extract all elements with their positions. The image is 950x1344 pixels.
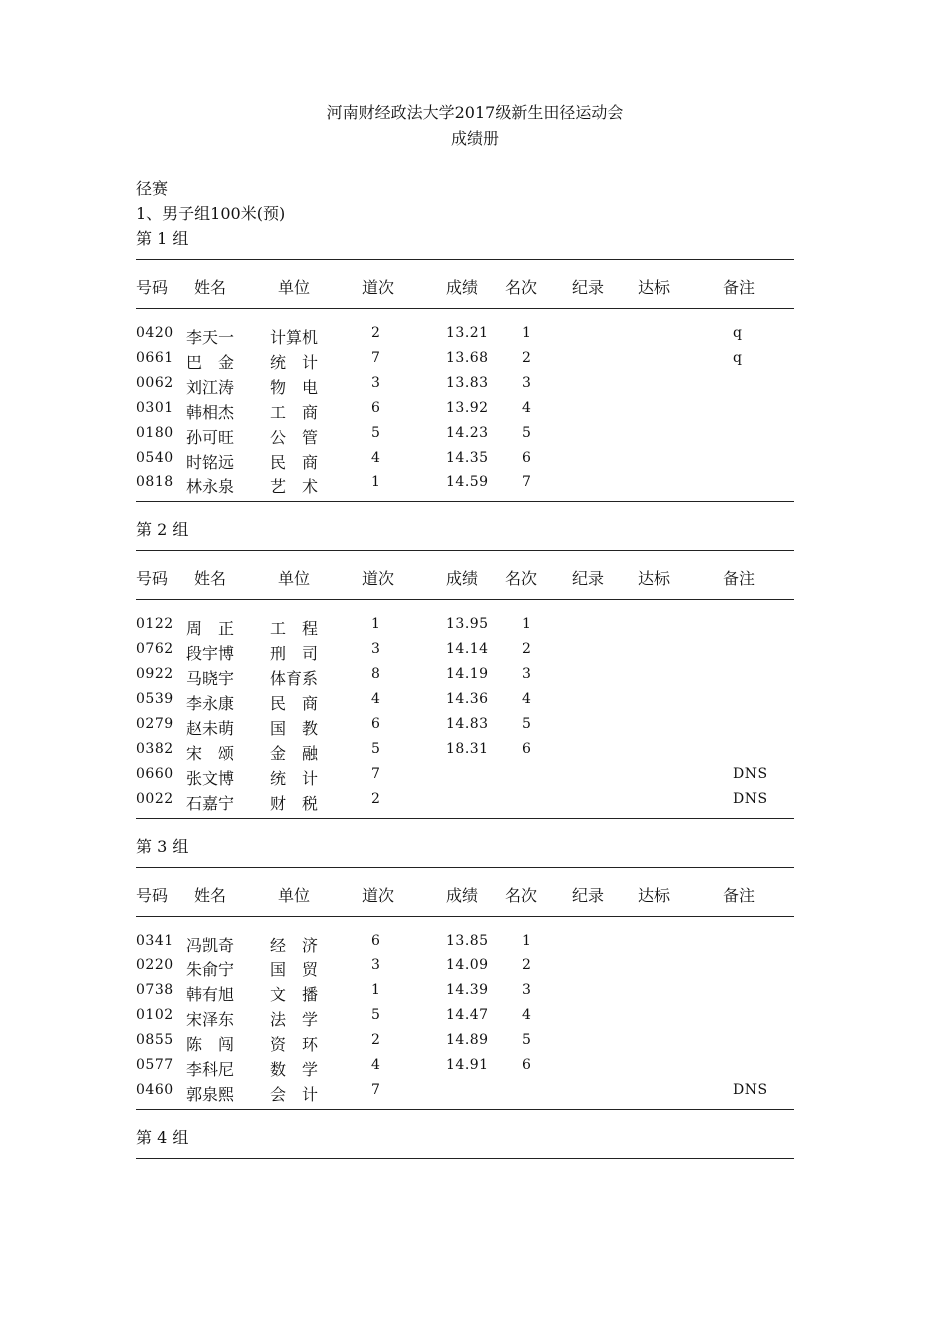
divider-line bbox=[136, 599, 794, 600]
cell-rank: 4 bbox=[522, 691, 532, 707]
cell-rank: 6 bbox=[522, 1057, 532, 1073]
column-header-unit: 单位 bbox=[278, 885, 311, 905]
cell-name: 李科尼 bbox=[186, 1060, 235, 1079]
cell-name: 冯凯奇 bbox=[186, 935, 235, 955]
column-header-lane: 道次 bbox=[362, 885, 395, 905]
cell-lane: 5 bbox=[371, 424, 381, 441]
cell-rank: 2 bbox=[522, 349, 532, 366]
cell-name: 韩相杰 bbox=[186, 402, 235, 422]
cell-rank: 5 bbox=[522, 1032, 532, 1049]
cell-unit: 会 计 bbox=[270, 1084, 319, 1104]
cell-lane: 2 bbox=[371, 325, 381, 341]
cell-no: 0301 bbox=[136, 399, 174, 416]
cell-result: 13.95 bbox=[446, 616, 489, 633]
cell-rank: 1 bbox=[522, 325, 532, 341]
cell-result: 18.31 bbox=[446, 740, 489, 757]
cell-lane: 6 bbox=[371, 399, 381, 416]
cell-lane: 3 bbox=[371, 374, 381, 391]
cell-no: 0539 bbox=[136, 691, 174, 707]
column-header-note: 备注 bbox=[723, 278, 756, 297]
cell-lane: 7 bbox=[371, 349, 381, 366]
cell-note: DNS bbox=[733, 790, 768, 807]
cell-name: 陈 闯 bbox=[186, 1035, 235, 1055]
cell-rank: 2 bbox=[522, 641, 532, 658]
cell-no: 0577 bbox=[136, 1057, 174, 1073]
column-header-name: 姓名 bbox=[194, 885, 227, 905]
cell-lane: 1 bbox=[371, 474, 381, 491]
cell-note: DNS bbox=[733, 765, 768, 782]
document-subtitle: 成绩册 bbox=[450, 129, 499, 148]
cell-lane: 4 bbox=[371, 1057, 381, 1073]
cell-unit: 文 播 bbox=[270, 985, 319, 1005]
document-title: 河南财经政法大学2017级新生田径运动会 bbox=[326, 103, 624, 122]
column-header-lane: 道次 bbox=[362, 569, 395, 589]
cell-name: 宋泽东 bbox=[186, 1010, 235, 1030]
cell-lane: 6 bbox=[371, 932, 381, 949]
cell-result: 13.85 bbox=[446, 932, 489, 949]
cell-no: 0661 bbox=[136, 349, 174, 366]
column-header-no: 号码 bbox=[136, 885, 169, 905]
cell-no: 0540 bbox=[136, 449, 174, 466]
group-label: 第 2 组 bbox=[136, 520, 189, 540]
cell-unit: 艺 术 bbox=[270, 477, 319, 497]
cell-note: q bbox=[733, 325, 743, 341]
column-header-result: 成绩 bbox=[446, 569, 479, 589]
cell-no: 0102 bbox=[136, 1007, 174, 1024]
cell-no: 0660 bbox=[136, 765, 174, 782]
cell-no: 0220 bbox=[136, 957, 174, 974]
divider-line bbox=[136, 550, 794, 551]
cell-name: 张文博 bbox=[186, 768, 235, 788]
cell-rank: 3 bbox=[522, 666, 532, 683]
cell-no: 0341 bbox=[136, 932, 174, 949]
cell-unit: 金 融 bbox=[270, 743, 319, 763]
column-header-name: 姓名 bbox=[194, 569, 227, 589]
column-header-note: 备注 bbox=[723, 569, 756, 589]
cell-name: 李永康 bbox=[186, 694, 235, 713]
cell-no: 0279 bbox=[136, 715, 174, 732]
cell-name: 巴 金 bbox=[186, 352, 235, 372]
cell-unit: 国 贸 bbox=[270, 960, 319, 980]
cell-no: 0922 bbox=[136, 666, 174, 683]
cell-lane: 4 bbox=[371, 691, 381, 707]
divider-line bbox=[136, 1109, 794, 1110]
cell-name: 赵未萌 bbox=[186, 718, 235, 738]
cell-name: 周 正 bbox=[186, 619, 235, 639]
cell-result: 14.36 bbox=[446, 691, 489, 707]
column-header-standard: 达标 bbox=[638, 569, 671, 589]
event-label: 1、男子组100米(预) bbox=[136, 204, 286, 223]
cell-unit: 统 计 bbox=[270, 768, 319, 788]
divider-line bbox=[136, 916, 794, 917]
cell-unit: 国 教 bbox=[270, 718, 319, 738]
cell-result: 14.23 bbox=[446, 424, 489, 441]
cell-unit: 工 商 bbox=[270, 402, 319, 422]
cell-no: 0855 bbox=[136, 1032, 174, 1049]
cell-no: 0738 bbox=[136, 982, 174, 999]
cell-lane: 2 bbox=[371, 790, 381, 807]
cell-name: 段宇博 bbox=[186, 644, 235, 664]
cell-lane: 1 bbox=[371, 982, 381, 999]
cell-lane: 5 bbox=[371, 740, 381, 757]
column-header-name: 姓名 bbox=[194, 278, 227, 297]
divider-line bbox=[136, 867, 794, 868]
cell-result: 14.19 bbox=[446, 666, 489, 683]
cell-lane: 2 bbox=[371, 1032, 381, 1049]
cell-name: 宋 颂 bbox=[186, 743, 235, 763]
cell-name: 马晓宇 bbox=[186, 669, 235, 689]
cell-result: 14.91 bbox=[446, 1057, 489, 1073]
cell-no: 0022 bbox=[136, 790, 174, 807]
column-header-unit: 单位 bbox=[278, 278, 311, 297]
cell-note: q bbox=[733, 349, 743, 366]
cell-name: 孙可旺 bbox=[186, 427, 235, 447]
cell-lane: 7 bbox=[371, 765, 381, 782]
cell-name: 林永泉 bbox=[186, 477, 235, 497]
cell-name: 郭泉熙 bbox=[186, 1084, 235, 1104]
cell-result: 13.68 bbox=[446, 349, 489, 366]
column-header-rank: 名次 bbox=[505, 278, 538, 297]
cell-name: 石嘉宁 bbox=[186, 793, 235, 813]
cell-unit: 体育系 bbox=[270, 669, 319, 689]
cell-unit: 资 环 bbox=[270, 1035, 319, 1055]
column-header-record: 纪录 bbox=[572, 278, 605, 297]
cell-rank: 5 bbox=[522, 715, 532, 732]
column-header-note: 备注 bbox=[723, 885, 756, 905]
cell-lane: 6 bbox=[371, 715, 381, 732]
cell-rank: 1 bbox=[522, 616, 532, 633]
cell-unit: 民 商 bbox=[270, 452, 319, 472]
cell-unit: 民 商 bbox=[270, 694, 319, 713]
cell-rank: 5 bbox=[522, 424, 532, 441]
column-header-no: 号码 bbox=[136, 278, 169, 297]
cell-lane: 4 bbox=[371, 449, 381, 466]
cell-unit: 财 税 bbox=[270, 793, 319, 813]
cell-rank: 7 bbox=[522, 474, 532, 491]
column-header-result: 成绩 bbox=[446, 885, 479, 905]
cell-unit: 公 管 bbox=[270, 427, 319, 447]
cell-no: 0762 bbox=[136, 641, 174, 658]
cell-result: 14.59 bbox=[446, 474, 489, 491]
cell-rank: 2 bbox=[522, 957, 532, 974]
cell-unit: 刑 司 bbox=[270, 644, 319, 664]
divider-line bbox=[136, 818, 794, 819]
cell-no: 0180 bbox=[136, 424, 174, 441]
cell-result: 14.83 bbox=[446, 715, 489, 732]
divider-line bbox=[136, 501, 794, 502]
column-header-record: 纪录 bbox=[572, 885, 605, 905]
cell-lane: 1 bbox=[371, 616, 381, 633]
cell-lane: 5 bbox=[371, 1007, 381, 1024]
column-header-lane: 道次 bbox=[362, 278, 395, 297]
cell-result: 14.09 bbox=[446, 957, 489, 974]
cell-unit: 物 电 bbox=[270, 377, 319, 397]
cell-result: 13.83 bbox=[446, 374, 489, 391]
column-header-record: 纪录 bbox=[572, 569, 605, 589]
cell-unit: 法 学 bbox=[270, 1010, 319, 1030]
cell-unit: 统 计 bbox=[270, 352, 319, 372]
cell-result: 14.89 bbox=[446, 1032, 489, 1049]
cell-result: 14.14 bbox=[446, 641, 489, 658]
cell-name: 时铭远 bbox=[186, 452, 235, 472]
cell-unit: 经 济 bbox=[270, 935, 319, 955]
cell-rank: 3 bbox=[522, 374, 532, 391]
cell-result: 13.92 bbox=[446, 399, 489, 416]
category-label: 径赛 bbox=[136, 179, 169, 198]
column-header-standard: 达标 bbox=[638, 278, 671, 297]
cell-note: DNS bbox=[733, 1081, 768, 1098]
cell-result: 14.35 bbox=[446, 449, 489, 466]
group-label: 第 4 组 bbox=[136, 1127, 189, 1147]
column-header-no: 号码 bbox=[136, 569, 169, 589]
group-label: 第 3 组 bbox=[136, 836, 189, 856]
cell-rank: 3 bbox=[522, 982, 532, 999]
cell-rank: 6 bbox=[522, 740, 532, 757]
column-header-rank: 名次 bbox=[505, 569, 538, 589]
column-header-rank: 名次 bbox=[505, 885, 538, 905]
divider-line bbox=[136, 259, 794, 260]
cell-no: 0460 bbox=[136, 1081, 174, 1098]
divider-line bbox=[136, 1158, 794, 1159]
divider-line bbox=[136, 308, 794, 309]
cell-unit: 工 程 bbox=[270, 619, 319, 639]
column-header-result: 成绩 bbox=[446, 278, 479, 297]
cell-no: 0122 bbox=[136, 616, 174, 633]
group-label: 第 1 组 bbox=[136, 229, 189, 248]
cell-rank: 1 bbox=[522, 932, 532, 949]
cell-unit: 计算机 bbox=[270, 328, 319, 347]
column-header-unit: 单位 bbox=[278, 569, 311, 589]
column-header-standard: 达标 bbox=[638, 885, 671, 905]
cell-name: 韩有旭 bbox=[186, 985, 235, 1005]
cell-no: 0382 bbox=[136, 740, 174, 757]
cell-result: 14.47 bbox=[446, 1007, 489, 1024]
cell-rank: 4 bbox=[522, 399, 532, 416]
cell-rank: 4 bbox=[522, 1007, 532, 1024]
cell-result: 13.21 bbox=[446, 325, 489, 341]
cell-no: 0818 bbox=[136, 474, 174, 491]
cell-name: 朱俞宁 bbox=[186, 960, 235, 980]
cell-lane: 8 bbox=[371, 666, 381, 683]
cell-unit: 数 学 bbox=[270, 1060, 319, 1079]
cell-no: 0062 bbox=[136, 374, 174, 391]
cell-name: 刘江涛 bbox=[186, 377, 235, 397]
cell-result: 14.39 bbox=[446, 982, 489, 999]
cell-rank: 6 bbox=[522, 449, 532, 466]
cell-lane: 7 bbox=[371, 1081, 381, 1098]
cell-no: 0420 bbox=[136, 325, 174, 341]
cell-lane: 3 bbox=[371, 641, 381, 658]
cell-name: 李天一 bbox=[186, 328, 235, 347]
cell-lane: 3 bbox=[371, 957, 381, 974]
